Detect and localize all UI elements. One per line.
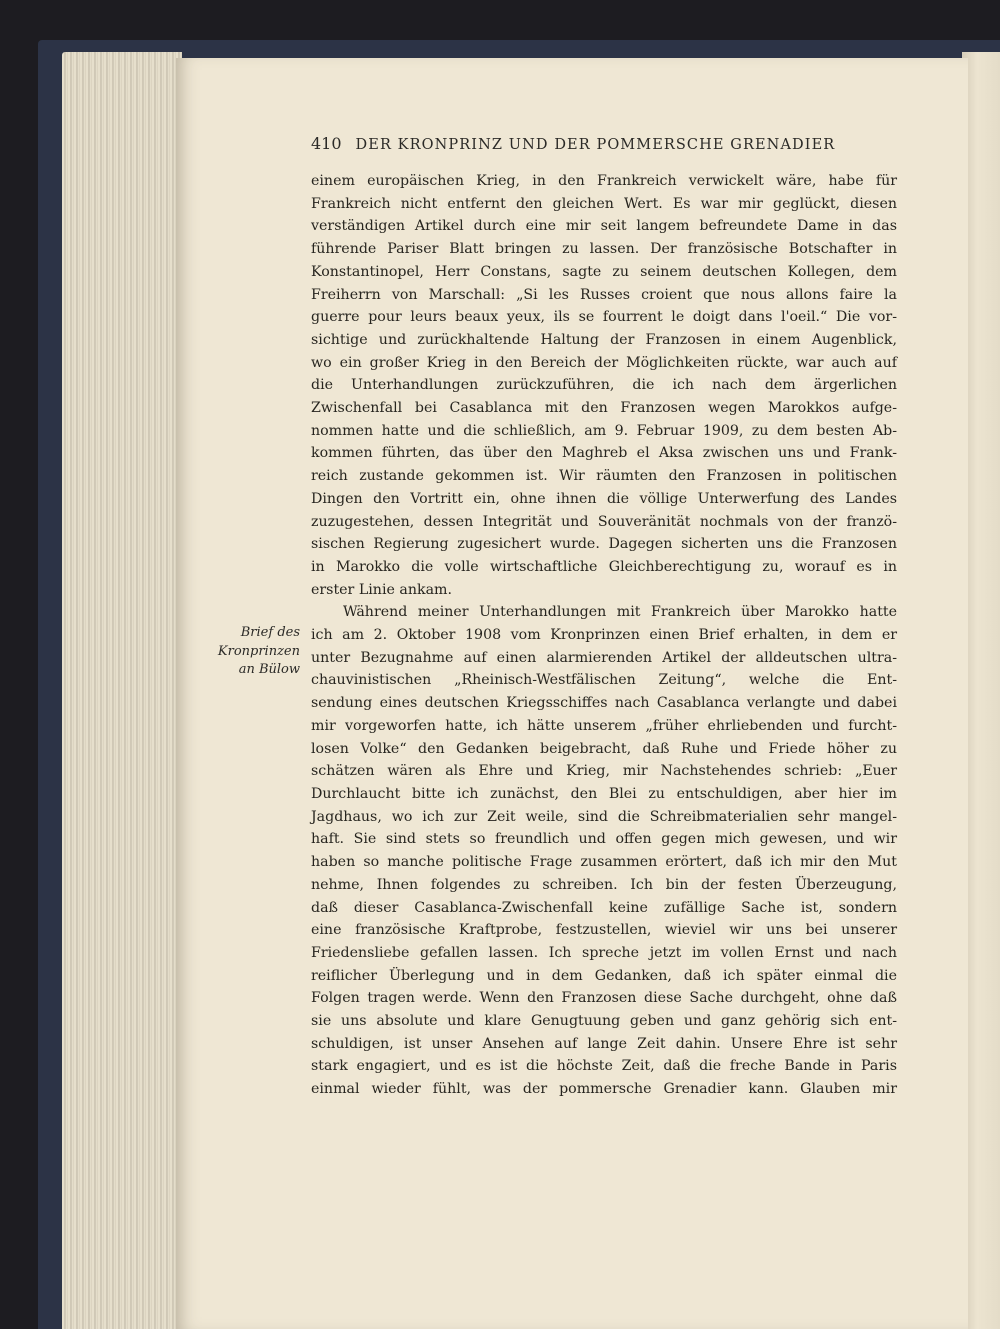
text-line: sendung eines deutschen Kriegsschiffes nach Casablanca verlangte und dabei <box>311 695 897 712</box>
text-line: kommen führten, das über den Maghreb el Aksa zwischen uns und Frank- <box>311 445 897 462</box>
running-head <box>311 134 836 153</box>
margin-note-line: Brief des <box>240 625 300 640</box>
text-line: unter Bezugnahme auf einen alarmierenden Artikel der alldeutschen ultra- <box>311 649 897 666</box>
running-title: DER KRONPRINZ UND DER POMMERSCHE GRENADIER <box>355 137 836 153</box>
margin-note <box>218 624 300 680</box>
text-line: die Unterhandlungen zurückzuführen, die ich nach dem ärgerlichen <box>311 377 897 394</box>
text-line: Jagdhaus, wo ich zur Zeit weile, sind die Schreibmaterialien sehr mangel- <box>311 808 897 825</box>
margin-note-line: Kronprinzen <box>217 643 300 659</box>
text-line: einmal wieder fühlt, was der pommersche Grenadier kann. Glauben mir <box>311 1081 897 1098</box>
page-edges <box>62 52 182 1329</box>
text-line: nommen hatte und die schließlich, am 9. Februar 1909, zu dem besten Ab- <box>311 422 897 439</box>
text-line: Während meiner Unterhandlungen mit Frankreich über Marokko hatte <box>343 604 897 621</box>
text-line: stark engagiert, und es ist die höchste Zeit, daß die freche Bande in Paris <box>311 1058 897 1075</box>
text-line: losen Volke“ den Gedanken beigebracht, daß Ruhe und Friede höher zu <box>311 740 897 757</box>
text-line: Freiherrn von Marschall: „Si les Russes croient que nous allons faire la <box>311 286 897 303</box>
text-line: in Marokko die volle wirtschaftliche Gleichberechtigung zu, worauf es in <box>311 558 897 575</box>
text-line: schuldigen, ist unser Ansehen auf lange Zeit dahin. Unsere Ehre ist sehr <box>311 1035 897 1052</box>
text-line: guerre pour leurs beaux yeux, ils se fourrent le doigt dans l'oeil.“ Die vor- <box>311 309 897 326</box>
text-line: Friedensliebe gefallen lassen. Ich spreche jetzt im vollen Ernst und nach <box>311 944 897 961</box>
text-line: Frankreich nicht entfernt den gleichen Wert. Es war mir geglückt, diesen <box>311 195 897 212</box>
text-line: eine französische Kraftprobe, festzustellen, wieviel wir uns bei unserer <box>311 922 897 939</box>
text-line: Durchlaucht bitte ich zunächst, den Blei zu entschuldigen, aber hier im <box>311 785 897 802</box>
text-line: haben so manche politische Frage zusammen erörtert, daß ich mir den Mut <box>311 854 897 871</box>
text-line: ich am 2. Oktober 1908 vom Kronprinzen einen Brief erhalten, in dem er <box>311 627 897 644</box>
text-line: Dingen den Vortritt ein, ohne ihnen die völlige Unterwerfung des Landes <box>311 490 897 507</box>
text-line: haft. Sie sind stets so freundlich und offen gegen mich gewesen, und wir <box>311 831 897 848</box>
text-line: mir vorgeworfen hatte, ich hätte unserem „früher ehrliebenden und furcht- <box>311 717 897 734</box>
text-line: daß dieser Casablanca-Zwischenfall keine zufällige Sache ist, sondern <box>311 899 897 916</box>
text-line: schätzen wären als Ehre und Krieg, mir Nachstehendes schrieb: „Euer <box>311 763 897 780</box>
text-line: sischen Regierung zugesichert wurde. Dagegen sicherten uns die Franzosen <box>311 536 897 553</box>
body-text <box>311 170 897 1101</box>
text-line: reiflicher Überlegung und in dem Gedanken, daß ich später einmal die <box>311 967 897 984</box>
text-line: nehme, Ihnen folgendes zu schreiben. Ich bin der festen Überzeugung, <box>311 876 897 893</box>
margin-note-line: an Bülow <box>238 662 300 677</box>
text-line: Konstantinopel, Herr Constans, sagte zu seinem deutschen Kollegen, dem <box>311 263 897 280</box>
text-line: zuzugestehen, dessen Integrität und Souveränität nochmals von der franzö- <box>311 513 897 530</box>
text-line: Folgen tragen werde. Wenn den Franzosen diese Sache durchgeht, ohne daß <box>311 990 897 1007</box>
text-line: sie uns absolute und klare Genugtuung geben und ganz gehörig sich ent- <box>311 1013 897 1030</box>
text-line: führende Pariser Blatt bringen zu lassen. Der französische Botschafter in <box>311 241 897 258</box>
text-line: wo ein großer Krieg in den Bereich der Möglichkeiten rückte, war auch auf <box>311 354 897 371</box>
text-line: chauvinistischen „Rheinisch-Westfälischen Zeitung“, welche die Ent- <box>311 672 897 689</box>
text-line: verständigen Artikel durch eine mir seit langem befreundete Dame in das <box>311 218 897 235</box>
text-line: erster Linie ankam. <box>311 581 453 598</box>
text-line: einem europäischen Krieg, in den Frankreich verwickelt wäre, habe für <box>311 173 897 189</box>
text-line: sichtige und zurückhaltende Haltung der Franzosen in einem Augenblick, <box>311 331 897 348</box>
text-line: reich zustande gekommen ist. Wir räumten den Franzosen in politischen <box>311 468 897 485</box>
page-number: 410 <box>311 134 342 153</box>
text-line: Zwischenfall bei Casablanca mit den Franzosen wegen Marokkos aufge- <box>311 400 897 417</box>
